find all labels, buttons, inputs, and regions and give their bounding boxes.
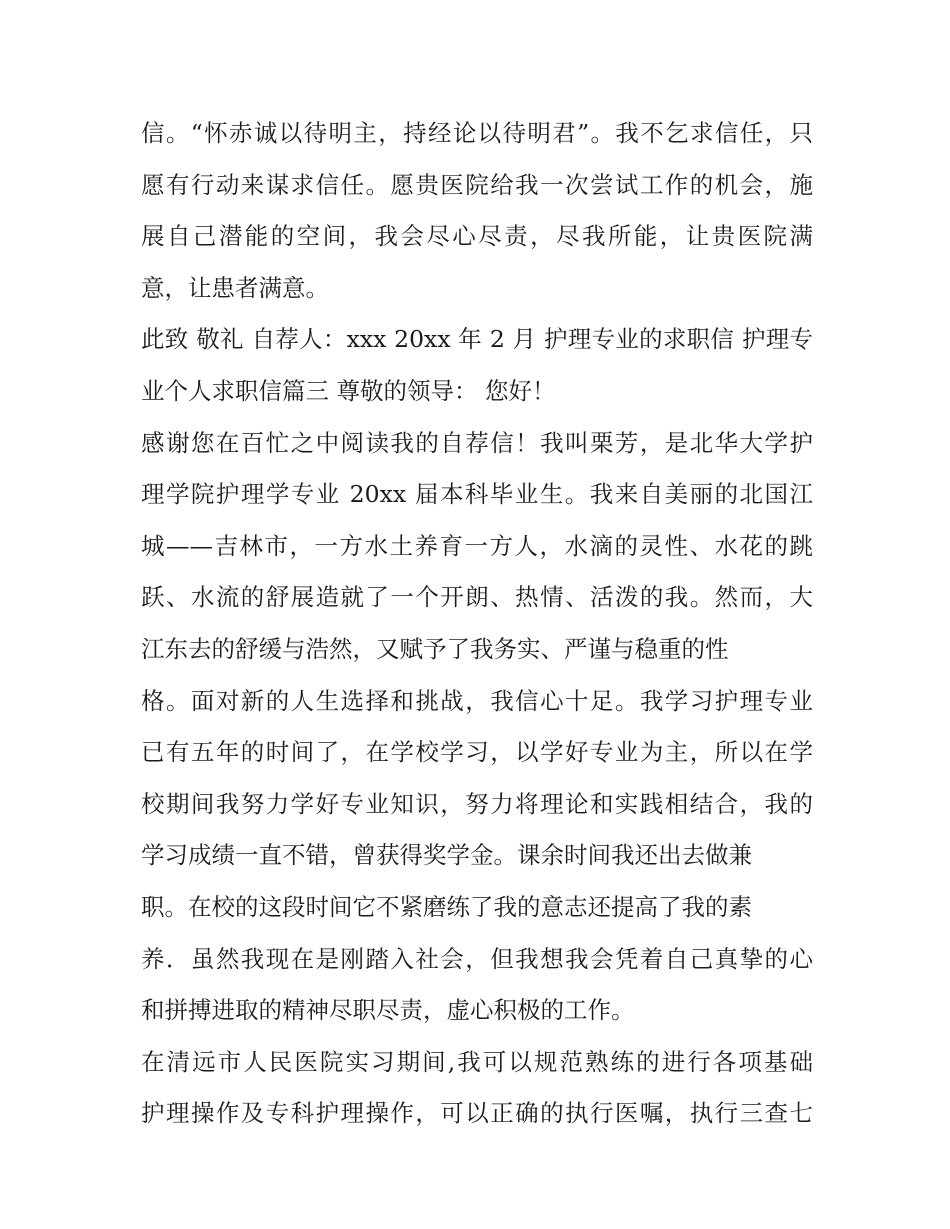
text-line: 护理操作及专科护理操作，可以正确的执行医嘱，执行三查七	[141, 1099, 813, 1128]
text-line: 职。在校的这段时间它不紧磨练了我的意志还提高了我的素	[141, 892, 752, 921]
text-line: 展自己潜能的空间，我会尽心尽责，尽我所能，让贵医院满	[141, 222, 813, 251]
text-line: 养．虽然我现在是刚踏入社会，但我想我会凭着自己真挚的心	[141, 944, 813, 973]
document-body	[141, 108, 813, 1140]
text-line: 此致 敬礼 自荐人：xxx 20xx 年 2 月 护理专业的求职信 护理专	[141, 325, 813, 354]
text-line: 江东去的舒缓与浩然，又赋予了我务实、严谨与稳重的性	[141, 634, 729, 663]
text-line: 在清远市人民医院实习期间,我可以规范熟练的进行各项基础	[141, 1047, 813, 1076]
text-line: 学习成绩一直不错，曾获得奖学金。课余时间我还出去做兼	[141, 841, 752, 870]
text-line: 和拼搏进取的精神尽职尽责，虚心积极的工作。	[141, 996, 635, 1025]
text-line: 格。面对新的人生选择和挑战，我信心十足。我学习护理专业	[141, 686, 813, 715]
text-line: 理学院护理学专业 20xx 届本科毕业生。我来自美丽的北国江	[141, 480, 813, 509]
text-line: 校期间我努力学好专业知识，努力将理论和实践相结合，我的	[141, 789, 813, 818]
text-line: 业个人求职信篇三 尊敬的领导： 您好！	[141, 376, 556, 405]
text-line: 城——吉林市，一方水土养育一方人，水滴的灵性、水花的跳	[141, 531, 813, 560]
text-line: 已有五年的时间了，在学校学习，以学好专业为主，所以在学	[141, 738, 813, 767]
text-line: 感谢您在百忙之中阅读我的自荐信！我叫栗芳，是北华大学护	[141, 428, 813, 457]
text-line: 意，让患者满意。	[141, 273, 329, 302]
text-line: 信。“怀赤诚以待明主，持经论以待明君”。我不乞求信任，只	[141, 119, 813, 147]
text-line: 愿有行动来谋求信任。愿贵医院给我一次尝试工作的机会，施	[141, 170, 813, 199]
text-line: 跃、水流的舒展造就了一个开朗、热情、活泼的我。然而，大	[141, 583, 813, 612]
